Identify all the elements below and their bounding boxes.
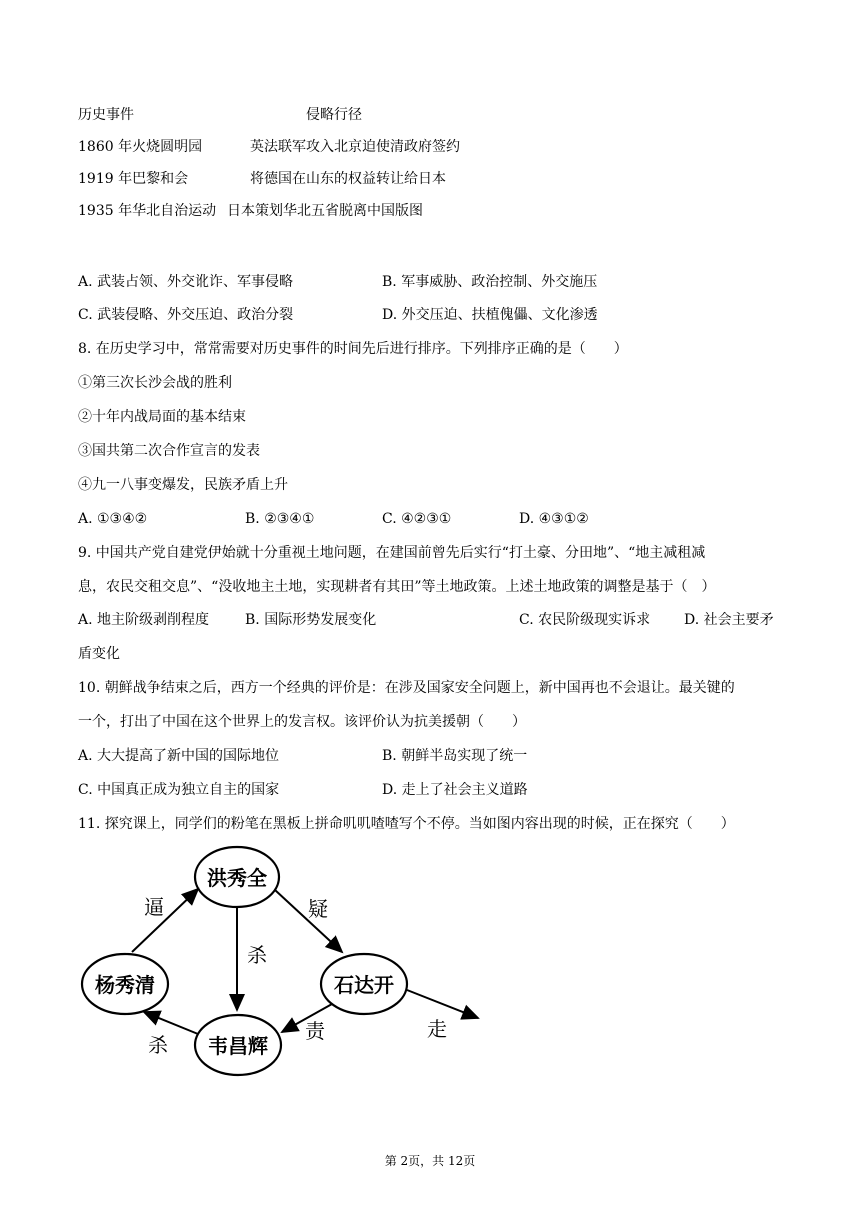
q7-option-a: A. 武装占领、外交讹诈、军事侵略: [78, 274, 294, 290]
q10-stem-line1: 10. 朝鲜战争结束之后，西方一个经典的评价是：在涉及国家安全问题上，新中国再也不会退让。最关键的: [78, 680, 735, 696]
q8-item-4: ④九一八事变爆发，民族矛盾上升: [78, 477, 288, 493]
q9-option-d-continued: 盾变化: [78, 646, 120, 662]
q8-item-3: ③国共第二次合作宣言的发表: [78, 443, 260, 459]
q10-option-d: D. 走上了社会主义道路: [382, 782, 528, 798]
arrow-wei-to-yang: [144, 1012, 198, 1034]
q7-option-b: B. 军事威胁、政治控制、外交施压: [382, 274, 598, 290]
q9-stem-line2: 息，农民交租交息”、“没收地主土地，实现耕者有其田”等土地政策。上述土地政策的调整是基于（ ）: [78, 579, 716, 595]
node-shi: 石达开: [334, 973, 394, 997]
q10-option-a: A. 大大提高了新中国的国际地位: [78, 748, 280, 764]
q8-option-b: B. ②③④①: [245, 511, 315, 527]
q9-stem-line1: 9. 中国共产党自建党伊始就十分重视土地问题，在建国前曾先后实行“打土豪、分田地”、“地主减租减: [78, 545, 706, 561]
node-yang: 杨秀清: [95, 973, 155, 997]
q11-stem: 11. 探究课上，同学们的粉笔在黑板上拼命叽叽喳喳写个不停。当如图内容出现的时候，正在探究（ ）: [78, 816, 735, 832]
table-row-2-path: 将德国在山东的权益转让给日本: [250, 171, 446, 187]
label-sha-1: 杀: [247, 943, 267, 967]
q9-option-c: C. 农民阶级现实诉求: [519, 612, 651, 628]
node-wei: 韦昌辉: [208, 1034, 268, 1058]
tianjing-incident-diagram: [70, 840, 500, 1090]
q10-option-c: C. 中国真正成为独立自主的国家: [78, 782, 280, 798]
q8-option-c: C. ④②③①: [382, 511, 452, 527]
q9-option-b: B. 国际形势发展变化: [245, 612, 377, 628]
table-header-event: 历史事件: [78, 107, 134, 123]
table-row-1-event: 1860 年火烧圆明园: [78, 139, 203, 155]
q10-stem-line2: 一个，打出了中国在这个世界上的发言权。该评价认为抗美援朝（ ）: [78, 714, 526, 730]
q9-option-a: A. 地主阶级剥削程度: [78, 612, 210, 628]
node-hong: 洪秀全: [207, 866, 267, 890]
table-row-3-path: 日本策划华北五省脱离中国版图: [227, 203, 423, 219]
table-row-3-event: 1935 年华北自治运动: [78, 203, 217, 219]
q8-stem: 8. 在历史学习中，常常需要对历史事件的时间先后进行排序。下列排序正确的是（ ）: [78, 341, 628, 357]
q8-option-a: A. ①③④②: [78, 511, 148, 527]
q8-item-2: ②十年内战局面的基本结束: [78, 409, 246, 425]
page-footer: 第 2页，共 12页: [384, 1154, 476, 1168]
label-sha-2: 杀: [148, 1033, 168, 1057]
q10-option-b: B. 朝鲜半岛实现了统一: [382, 748, 528, 764]
label-ze: 责: [305, 1019, 325, 1043]
q9-option-d: D. 社会主要矛: [684, 612, 774, 628]
label-yi: 疑: [308, 897, 328, 921]
q7-option-d: D. 外交压迫、扶植傀儡、文化渗透: [382, 307, 598, 323]
q8-item-1: ①第三次长沙会战的胜利: [78, 375, 232, 391]
q8-option-d: D. ④③①②: [519, 511, 589, 527]
table-row-2-event: 1919 年巴黎和会: [78, 171, 189, 187]
q7-option-c: C. 武装侵略、外交压迫、政治分裂: [78, 307, 294, 323]
table-row-1-path: 英法联军攻入北京迫使清政府签约: [250, 139, 460, 155]
label-zou: 走: [427, 1017, 447, 1041]
arrow-yang-to-hong: [132, 889, 198, 952]
arrow-shi-away: [407, 990, 478, 1018]
label-bi: 逼: [144, 895, 164, 919]
table-header-path: 侵略行径: [306, 107, 362, 123]
